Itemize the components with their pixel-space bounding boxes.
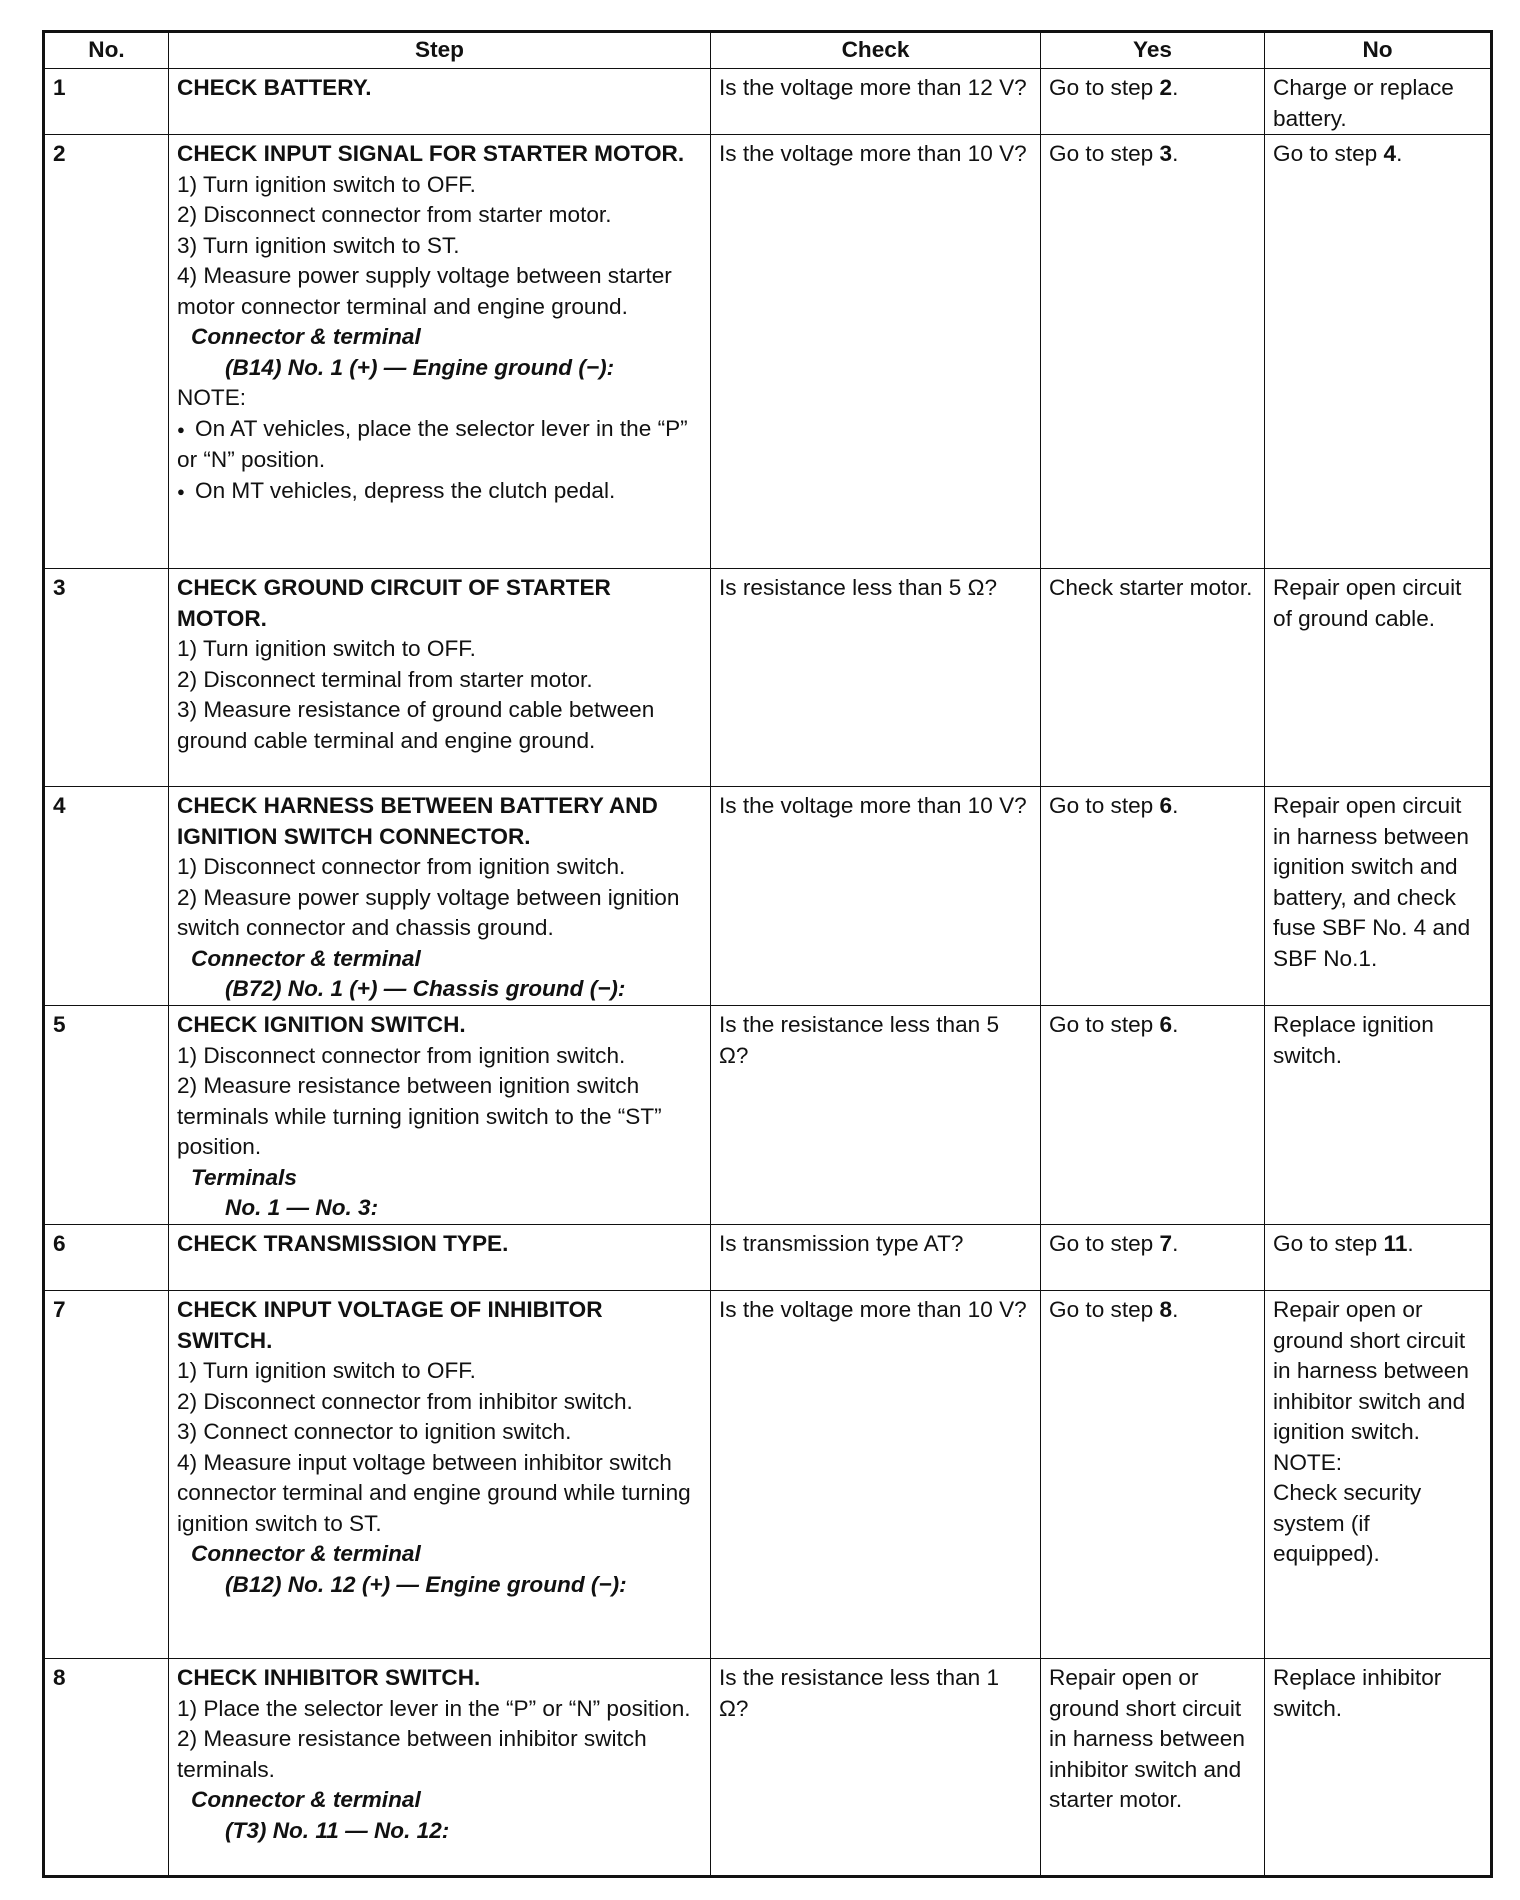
step-cell — [169, 135, 711, 569]
col-header-no: No. — [44, 32, 169, 69]
step-instruction: 1) Disconnect connector from ignition switch. — [177, 1042, 626, 1068]
check-cell: Is resistance less than 5 Ω? — [711, 569, 1041, 787]
note-bullet: ● On AT vehicles, place the selector lever in the “P” or “N” position. — [177, 414, 702, 476]
yes-cell — [1041, 135, 1265, 569]
step-cell — [169, 1225, 711, 1291]
yes-text: Go to step — [1049, 1012, 1160, 1037]
step-title: CHECK BATTERY. — [177, 75, 372, 100]
step-title: CHECK GROUND CIRCUIT OF STARTER MOTOR. — [177, 575, 611, 631]
step-cell — [169, 787, 711, 1006]
yes-suffix: . — [1172, 1012, 1179, 1037]
table-row — [44, 569, 1492, 787]
check-cell: Is the resistance less than 1 Ω? — [711, 1659, 1041, 1877]
step-number: 5 — [44, 1006, 169, 1225]
step-number: 7 — [44, 1291, 169, 1659]
step-instruction: 2) Measure resistance between inhibitor switch terminals. — [177, 1726, 647, 1782]
yes-text: Go to step — [1049, 141, 1160, 166]
step-title: CHECK IGNITION SWITCH. — [177, 1012, 466, 1037]
col-header-no-result: No — [1265, 32, 1492, 69]
step-instruction: 1) Disconnect connector from ignition switch. — [177, 854, 626, 879]
step-instruction: 2) Disconnect connector from inhibitor switch. — [177, 1388, 633, 1414]
yes-step-ref: 2 — [1159, 75, 1173, 100]
yes-text: Go to step — [1049, 75, 1160, 100]
connector-label: Connector & terminal — [191, 1787, 421, 1812]
step-title: CHECK INHIBITOR SWITCH. — [177, 1665, 481, 1690]
yes-text: Go to step — [1049, 1231, 1160, 1256]
step-cell — [169, 1659, 711, 1877]
check-cell: Is the voltage more than 12 V? — [711, 69, 1041, 135]
step-instruction: 1) Turn ignition switch to OFF. — [177, 1358, 476, 1383]
no-cell: Repair open circuit in harness between ignition switch and battery, and check fuse SBF No. 4 and SBF No.1. — [1265, 787, 1492, 1006]
check-cell: Is the voltage more than 10 V? — [711, 787, 1041, 1006]
step-title: CHECK INPUT VOLTAGE OF INHIBITOR SWITCH. — [177, 1297, 603, 1353]
yes-cell — [1041, 69, 1265, 135]
step-cell — [169, 1006, 711, 1225]
step-instruction: 3) Turn ignition switch to ST. — [177, 232, 460, 258]
check-cell: Is the resistance less than 5 Ω? — [711, 1006, 1041, 1225]
step-instruction: 2) Measure power supply voltage between ignition switch connector and chassis ground. — [177, 884, 680, 940]
yes-cell — [1041, 1225, 1265, 1291]
step-title: CHECK HARNESS BETWEEN BATTERY AND IGNITION SWITCH CONNECTOR. — [177, 793, 658, 849]
check-cell: Is transmission type AT? — [711, 1225, 1041, 1291]
yes-text: Go to step — [1049, 1297, 1160, 1322]
connector-value: (B72) No. 1 (+) — Chassis ground (−): — [225, 976, 626, 1001]
yes-step-ref: 6 — [1159, 793, 1173, 818]
note-label: NOTE: — [177, 385, 247, 410]
header-row — [44, 32, 1492, 69]
step-instruction: 3) Measure resistance of ground cable between ground cable terminal and engine ground. — [177, 697, 655, 753]
yes-cell — [1041, 1291, 1265, 1659]
yes-cell — [1041, 1006, 1265, 1225]
no-cell: Charge or replace battery. — [1265, 69, 1492, 135]
yes-suffix: . — [1172, 1231, 1179, 1256]
check-cell: Is the voltage more than 10 V? — [711, 1291, 1041, 1659]
yes-suffix: . — [1172, 75, 1179, 100]
step-instruction: 1) Place the selector lever in the “P” or “N” position. — [177, 1695, 691, 1721]
connector-value: (T3) No. 11 — No. 12: — [225, 1817, 450, 1843]
no-cell: Replace inhibitor switch. — [1265, 1659, 1492, 1877]
step-title: CHECK TRANSMISSION TYPE. — [177, 1231, 509, 1256]
col-header-step: Step — [169, 32, 711, 69]
col-header-yes: Yes — [1041, 32, 1265, 69]
yes-step-ref: 7 — [1159, 1231, 1173, 1256]
step-title: CHECK INPUT SIGNAL FOR STARTER MOTOR. — [177, 141, 685, 166]
diagnostic-table — [42, 30, 1493, 1878]
step-instruction: 3) Connect connector to ignition switch. — [177, 1419, 572, 1444]
step-instruction: 2) Disconnect connector from starter motor. — [177, 202, 612, 227]
step-instruction: 2) Disconnect terminal from starter motor. — [177, 666, 593, 692]
no-cell: Repair open circuit of ground cable. — [1265, 569, 1492, 787]
step-instruction: 1) Turn ignition switch to OFF. — [177, 636, 476, 661]
connector-label: Connector & terminal — [191, 1541, 421, 1566]
yes-suffix: . — [1172, 1297, 1179, 1322]
yes-step-ref: 8 — [1159, 1297, 1173, 1322]
no-cell: Replace ignition switch. — [1265, 1006, 1492, 1225]
col-header-check: Check — [711, 32, 1041, 69]
table-row — [44, 1291, 1492, 1659]
connector-value: (B12) No. 12 (+) — Engine ground (−): — [225, 1571, 627, 1597]
step-number: 3 — [44, 569, 169, 787]
connector-label: Connector & terminal — [191, 945, 421, 971]
yes-cell — [1041, 787, 1265, 1006]
step-number: 2 — [44, 135, 169, 569]
table-row — [44, 135, 1492, 569]
step-instruction: 4) Measure input voltage between inhibitor switch connector terminal and engine ground while turning ignition switch to ST. — [177, 1449, 691, 1536]
step-number: 1 — [44, 69, 169, 135]
no-cell — [1265, 1291, 1492, 1659]
table-row — [44, 1659, 1492, 1877]
no-step-ref: 4 — [1383, 141, 1397, 166]
no-text: Repair open or ground short circuit in harness between inhibitor switch and ignition switch. — [1273, 1297, 1469, 1444]
no-suffix: . — [1396, 141, 1403, 166]
yes-suffix: . — [1172, 141, 1179, 166]
yes-cell: Check starter motor. — [1041, 569, 1265, 787]
table-row — [44, 1006, 1492, 1225]
no-step-ref: 11 — [1383, 1231, 1408, 1256]
yes-step-ref: 3 — [1159, 141, 1173, 166]
step-instruction: 4) Measure power supply voltage between starter motor connector terminal and engine ground. — [177, 263, 672, 319]
no-suffix: . — [1407, 1231, 1414, 1256]
table-row — [44, 69, 1492, 135]
step-number: 6 — [44, 1225, 169, 1291]
no-text: Go to step — [1273, 141, 1384, 166]
connector-label: Terminals — [191, 1164, 297, 1190]
yes-suffix: . — [1172, 793, 1179, 818]
table-row — [44, 1225, 1492, 1291]
step-instruction: 1) Turn ignition switch to OFF. — [177, 171, 476, 197]
yes-text: Go to step — [1049, 793, 1160, 818]
connector-value: No. 1 — No. 3: — [225, 1195, 379, 1220]
connector-label: Connector & terminal — [191, 324, 421, 349]
connector-value: (B14) No. 1 (+) — Engine ground (−): — [225, 354, 615, 380]
note-label: NOTE: — [1273, 1449, 1343, 1475]
note-text: Check security system (if equipped). — [1273, 1480, 1422, 1566]
step-number: 4 — [44, 787, 169, 1006]
step-cell — [169, 69, 711, 135]
note-bullet: ● On MT vehicles, depress the clutch pedal. — [177, 476, 702, 508]
no-text: Go to step — [1273, 1231, 1384, 1256]
no-cell — [1265, 135, 1492, 569]
step-cell — [169, 569, 711, 787]
step-number: 8 — [44, 1659, 169, 1877]
yes-step-ref: 6 — [1159, 1012, 1173, 1037]
check-cell: Is the voltage more than 10 V? — [711, 135, 1041, 569]
no-cell — [1265, 1225, 1492, 1291]
step-cell — [169, 1291, 711, 1659]
table-row — [44, 787, 1492, 1006]
step-instruction: 2) Measure resistance between ignition switch terminals while turning ignition switch to the “ST” position. — [177, 1073, 662, 1159]
yes-cell: Repair open or ground short circuit in harness between inhibitor switch and starter motor. — [1041, 1659, 1265, 1877]
